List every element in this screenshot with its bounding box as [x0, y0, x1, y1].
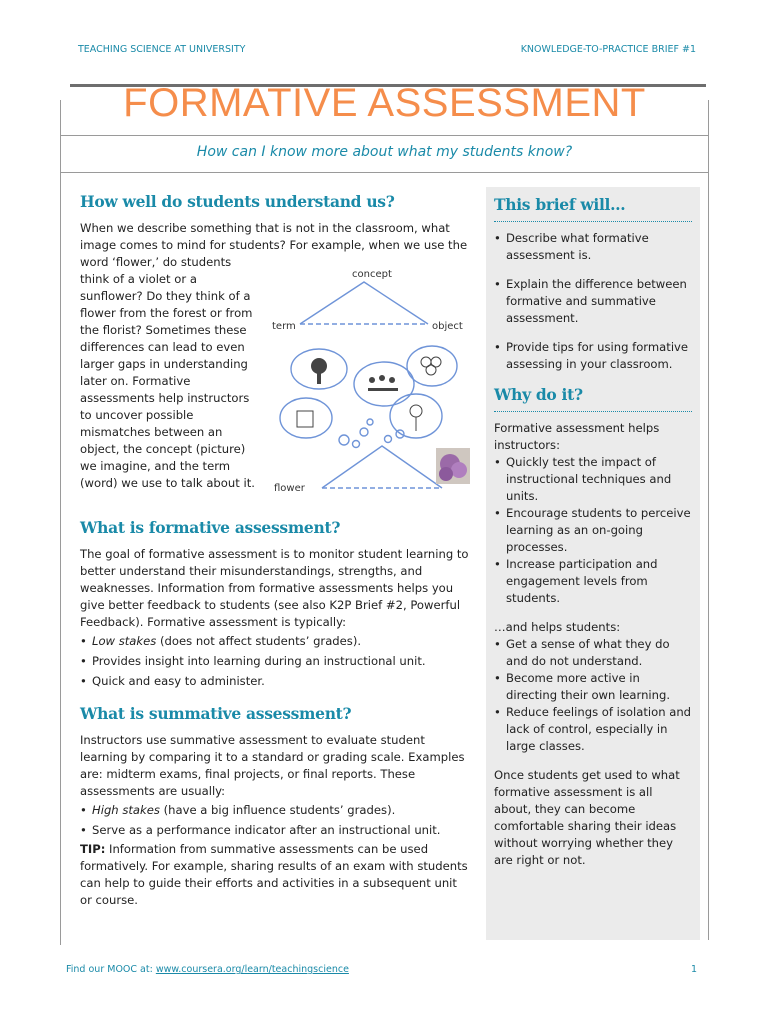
right-border: [708, 100, 709, 940]
page-title: FORMATIVE ASSESSMENT: [123, 81, 646, 125]
concept-label: concept: [352, 269, 392, 280]
section-summative: [80, 704, 472, 909]
sidebar: [486, 187, 700, 940]
section-body: The goal of formative assessment is to monitor student learning to better understand their misunderstandings, strengths, and weaknesses. Information from formative assessments helps you give better feedback to students (see also K2P Brief #2, Powerful Feedback). Formative assessment is typically:: [80, 547, 469, 629]
section-body: Instructors use summative assessment to evaluate student learning by comparing it to a standard or grading scale. Examples are: midterm exams, final projects, or final reports. These assessments are usually:: [80, 733, 465, 798]
list-item: • Quickly test the impact of instructional techniques and units.: [494, 454, 692, 505]
list-item: • Quick and easy to administer.: [80, 673, 472, 690]
term-label: term: [272, 321, 296, 332]
mooc-link[interactable]: www.coursera.org/learn/teachingscience: [155, 964, 349, 975]
list-item: • Encourage students to perceive learning as an on-going processes.: [494, 505, 692, 556]
section-formative: [80, 518, 472, 690]
item-text: (does not affect students’ grades).: [156, 634, 362, 648]
list-item: • Describe what formative assessment is.: [494, 230, 692, 264]
dotted-divider: [494, 221, 692, 222]
thought-cloud: [280, 398, 332, 438]
footer-text: Find our MOOC at:: [66, 964, 156, 975]
section-heading: How well do students understand us?: [80, 192, 395, 211]
tip-label: TIP:: [80, 842, 106, 856]
brief-label: KNOWLEDGE-TO-PRACTICE BRIEF #1: [520, 44, 696, 55]
list-item: • Provide tips for using formative assessing in your classroom.: [494, 339, 692, 373]
list-item: [80, 633, 472, 650]
concept-triangle-diagram: [264, 256, 472, 506]
list-item: • Become more active in directing their own learning.: [494, 670, 692, 704]
list-item: • Serve as a performance indicator after an instructional unit.: [80, 822, 472, 839]
divider: [60, 135, 709, 136]
list-item: • Get a sense of what they do and do not understand.: [494, 636, 692, 670]
footer: [66, 964, 349, 975]
thought-cloud: [354, 362, 414, 406]
flower-label: flower: [274, 483, 305, 494]
item-text: (have a big influence students’ grades).: [159, 803, 396, 817]
divider: [60, 172, 709, 173]
page-subtitle: How can I know more about what my students know?: [196, 144, 573, 160]
intro-text: …and helps students:: [494, 620, 621, 634]
tip-text: Information from summative assessments can be used formatively. For example, sharing results of an exam with students can help to guide their efforts and activities in a subsequent unit or course.: [80, 842, 468, 907]
page-number: 1: [690, 964, 697, 975]
sidebar-heading: This brief will…: [494, 195, 626, 214]
series-label: TEACHING SCIENCE AT UNIVERSITY: [78, 44, 246, 55]
list-item: • Provides insight into learning during an instructional unit.: [80, 653, 472, 670]
section-heading: What is formative assessment?: [80, 518, 341, 537]
tip-paragraph: [80, 841, 472, 909]
triangle-top: [300, 282, 428, 324]
section-body: When we describe something that is not in the classroom, what image comes to mind for students? For example, when we use the word ‘flower,’ do students think of a violet or a sunflower? Do they think of a flower from the forest or from the florist? Sometimes these differences can lead to even larger gaps in understanding later on. Formative assessments help instructors to uncover possible mismatches between an object, the concept (picture) we imagine, and the term (word) we use to talk about it.: [80, 221, 468, 490]
object-label: object: [432, 321, 463, 332]
section-heading: What is summative assessment?: [80, 704, 352, 723]
section-understanding: [80, 192, 472, 506]
list-item: • Explain the difference between formative and summative assessment.: [494, 276, 692, 327]
thought-cloud: [407, 346, 457, 386]
closing-text: Once students get used to what formative assessment is all about, they can become comfortable sharing their ideas without worrying whether they are right or not.: [494, 768, 680, 867]
intro-text: Formative assessment helps instructors:: [494, 421, 660, 452]
main-column: [80, 192, 472, 909]
sidebar-heading: Why do it?: [494, 385, 583, 404]
left-border: [60, 100, 61, 945]
list-item: [80, 802, 472, 819]
emphasis: Low stakes: [92, 634, 157, 648]
dotted-divider: [494, 411, 692, 412]
list-item: • Reduce feelings of isolation and lack of control, especially in large classes.: [494, 704, 692, 755]
list-item: • Increase participation and engagement levels from students.: [494, 556, 692, 607]
diagram-graphic: [264, 256, 472, 506]
emphasis: High stakes: [92, 803, 160, 817]
